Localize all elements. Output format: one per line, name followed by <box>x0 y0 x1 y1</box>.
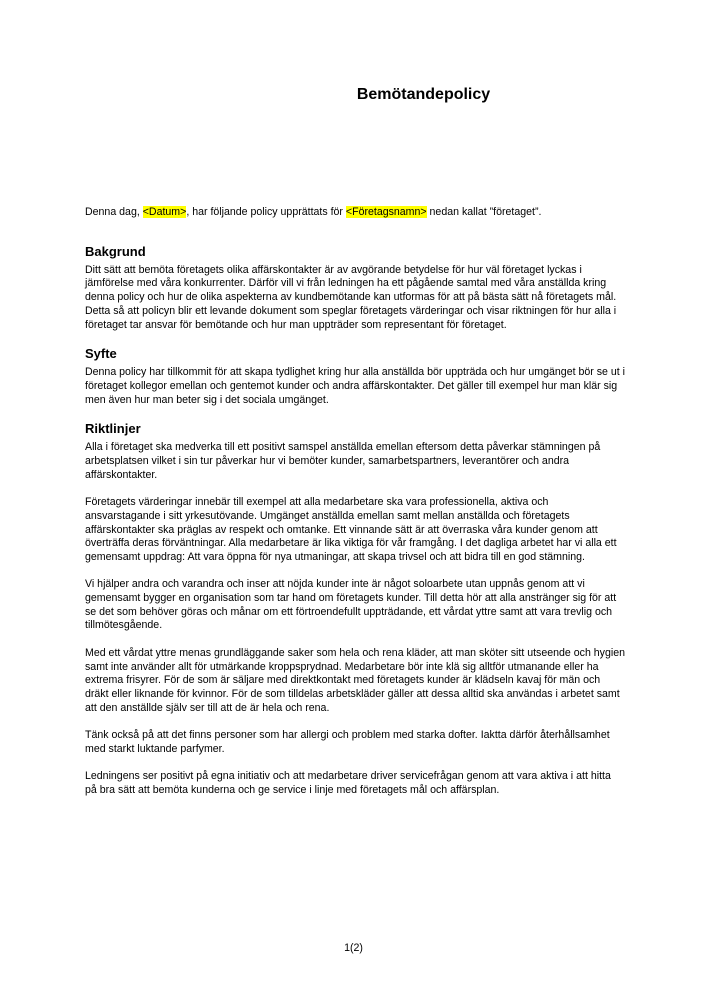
intro-text-2: , har följande policy upprättats för <box>186 206 346 218</box>
document-body <box>85 206 625 812</box>
document-title: Bemötandepolicy <box>356 86 491 103</box>
section-paragraph: Tänk också på att det finns personer som har allergi och problem med starka dofter. Iaktta därför återhållsamhet med starkt luktande parfymer. <box>85 729 610 755</box>
section-riktlinjer <box>85 421 625 797</box>
intro-text-3: nedan kallat ”företaget”. <box>426 206 542 218</box>
intro-text-1: Denna dag, <box>85 206 143 218</box>
section-paragraph: Alla i företaget ska medverka till ett positivt samspel anställda emellan eftersom detta påverkar stämningen på arbetsplatsen vilket i sin tur påverkar hur vi bemöter kunder, samarbetspartners, leverantörer och andra affärskontakter. <box>85 441 601 481</box>
section-paragraph: Företagets värderingar innebär till exempel att alla medarbetare ska vara professionella, aktiva och ansvarstagande i sitt yrkesutövande. Umgänget anställda emellan samt mellan anställda och företagets affärskontakter ska präglas av respekt och omtanke. Ett vinnande sätt är att överraska våra kunder genom att överträffa deras förväntningar. Alla medarbetare är lika viktiga för vår framgång. I det dagliga arbetet har vi alla ett gemensamt uppdrag: Att vara öppna för nya utmaningar, att skapa trivsel och att bidra till en god stämning. <box>85 496 617 563</box>
intro-paragraph <box>85 206 625 220</box>
section-syfte <box>85 346 625 407</box>
section-paragraph: Denna policy har tillkommit för att skapa tydlighet kring hur alla anställda bör uppträda och hur umgänget bör se ut i företaget kollegor emellan och gentemot kunder och andra affärskontakter. Det gäller till exempel hur man klär sig men även hur man beter sig i det sociala umgänget. <box>85 366 625 406</box>
company-placeholder: <Företagsnamn> <box>345 206 427 218</box>
page-number: 1(2) <box>344 942 363 954</box>
section-paragraph: Med ett vårdat yttre menas grundläggande saker som hela och rena kläder, att man sköter sitt utseende och hygien samt inte använder allt för utmärkande kroppsprydnad. Medarbetare bör inte klä sig alltför utmanande eller ha extrema frisyrer. För de som är säljare med direktkontakt med företagets kunder är klädseln kavaj för män och dräkt eller liknande för kvinnor. För de som tilldelas arbetskläder gäller att dessa alltid ska användas i arbetet samt att den anställde själv ser till att de är hela och rena. <box>85 646 626 714</box>
section-bakgrund <box>85 244 625 333</box>
section-heading: Bakgrund <box>85 243 146 259</box>
section-heading: Riktlinjer <box>85 421 141 437</box>
section-paragraph: Ledningens ser positivt på egna initiativ och att medarbetare driver servicefrågan genom att vara aktiva i att hitta på bra sätt att bemöta kunderna och ge service i linje med företagets mål och affärsplan. <box>85 770 611 796</box>
section-paragraph: Vi hjälper andra och varandra och inser att nöjda kunder inte är något soloarbete utan uppnås genom att vi gemensamt bygger en organisation som tar hand om företagets kunder. Till detta hör att alla anstränger sig för att se det som behöver göras och månar om ett förtroendefullt uppträdande, ett vårdat yttre samt att vara trevlig och tillmötesgående. <box>85 578 617 632</box>
section-heading: Syfte <box>85 346 117 362</box>
date-placeholder: <Datum> <box>142 206 187 218</box>
section-paragraph: Ditt sätt att bemöta företagets olika affärskontakter är av avgörande betydelse för hur väl företaget lyckas i jämförelse med våra konkurrenter. Därför vill vi från ledningen ha ett pågående samtal med våra anställda kring denna policy och hur de olika aspekterna av kundbemötande kan utformas för att på bästa sätt nå företagets mål. Detta så att policyn blir ett levande dokument som speglar företagets värderingar och visar riktningen för hur alla i företaget tar ansvar för bemötande och hur man uppträder som representant för företaget. <box>85 263 617 331</box>
